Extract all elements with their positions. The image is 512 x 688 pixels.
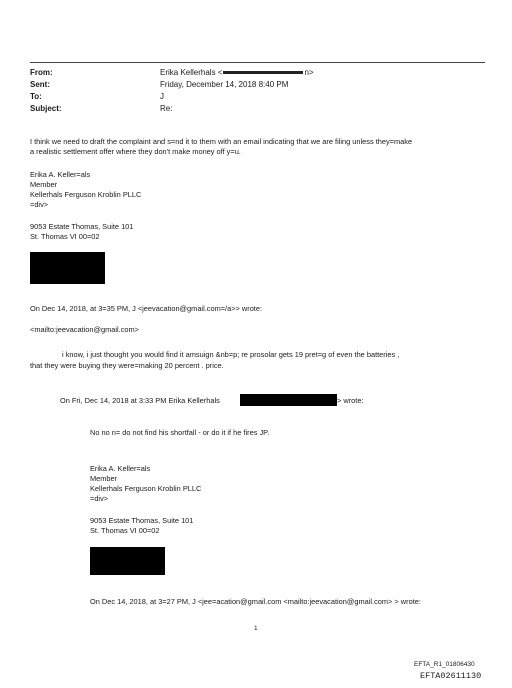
- sig1-addr2: St. Thomas VI 00=02: [30, 232, 100, 241]
- body-line-2: a realistic settlement offer where they don't make money off y=u.: [30, 147, 241, 156]
- quote2-pre: On Fri, Dec 14, 2018 at 3:33 PM Erika Kellerhals: [60, 396, 220, 405]
- from-value: [160, 68, 314, 78]
- sig2-title: Member: [90, 474, 118, 483]
- subject-value: Re:: [160, 104, 173, 113]
- from-end: n>: [304, 68, 314, 77]
- sig1-name: Erika A. Keller=als: [30, 170, 91, 179]
- sig1-div: =div>: [30, 200, 49, 209]
- sig1-firm: Kellerhals Ferguson Kroblin PLLC: [30, 190, 142, 199]
- from-name: Erika Kellerhals <: [160, 68, 223, 77]
- redaction-box-3: [90, 547, 165, 575]
- from-label: From:: [30, 68, 53, 77]
- subject-label: Subject:: [30, 104, 62, 113]
- quote-header-1: On Dec 14, 2018, at 3=35 PM, J <jeevacation@gmail.com=/a>> wrote:: [30, 304, 263, 313]
- sig2-div: =div>: [90, 494, 109, 503]
- sig2-name: Erika A. Keller=als: [90, 464, 151, 473]
- to-label: To:: [30, 92, 42, 101]
- redaction-box-1: [30, 252, 105, 284]
- quote2-post: > wrote:: [337, 396, 364, 405]
- reply1-line-1: i know, i just thought you would find it amsuign &nb=p; re prosolar gets 19 pret=g of even the batteries ,: [62, 350, 400, 359]
- sig2-addr1: 9053 Estate Thomas, Suite 101: [90, 516, 194, 525]
- bates-number-1: EFTA_R1_01806430: [414, 661, 475, 668]
- sig2-firm: Kellerhals Ferguson Kroblin PLLC: [90, 484, 202, 493]
- sent-label: Sent:: [30, 80, 50, 89]
- reply1-line-2: that they were buying they were=making 20 percent . price.: [30, 361, 224, 370]
- signature-block-2: [90, 464, 201, 536]
- sig2-addr2: St. Thomas VI 00=02: [90, 526, 160, 535]
- sig1-title: Member: [30, 180, 58, 189]
- sent-value: Friday, December 14, 2018 8:40 PM: [160, 80, 289, 89]
- body-line-1: I think we need to draft the complaint and s=nd it to them with an email indicating that we are filing unless they=make: [30, 137, 413, 146]
- redaction-box-2: [240, 394, 337, 406]
- signature-block-1: [30, 170, 141, 242]
- header-top-rule: [30, 62, 485, 63]
- mailto-line: <mailto:jeevacation@gmail.com>: [30, 325, 139, 334]
- redacted-email-strike: [223, 71, 303, 74]
- reply2-line: No no n= do not find his shortfall - or do it if he fires JP.: [90, 428, 270, 437]
- quote-header-3: On Dec 14, 2018, at 3=27 PM, J <jee=acation@gmail.com <mailto:jeevacation@gmail.com> > wrote:: [90, 597, 421, 606]
- quote-header-2: [60, 396, 220, 406]
- bates-number-2: EFTA02611130: [420, 671, 482, 681]
- sig1-addr1: 9053 Estate Thomas, Suite 101: [30, 222, 134, 231]
- to-value: J: [160, 92, 164, 101]
- page-number: 1: [254, 625, 258, 632]
